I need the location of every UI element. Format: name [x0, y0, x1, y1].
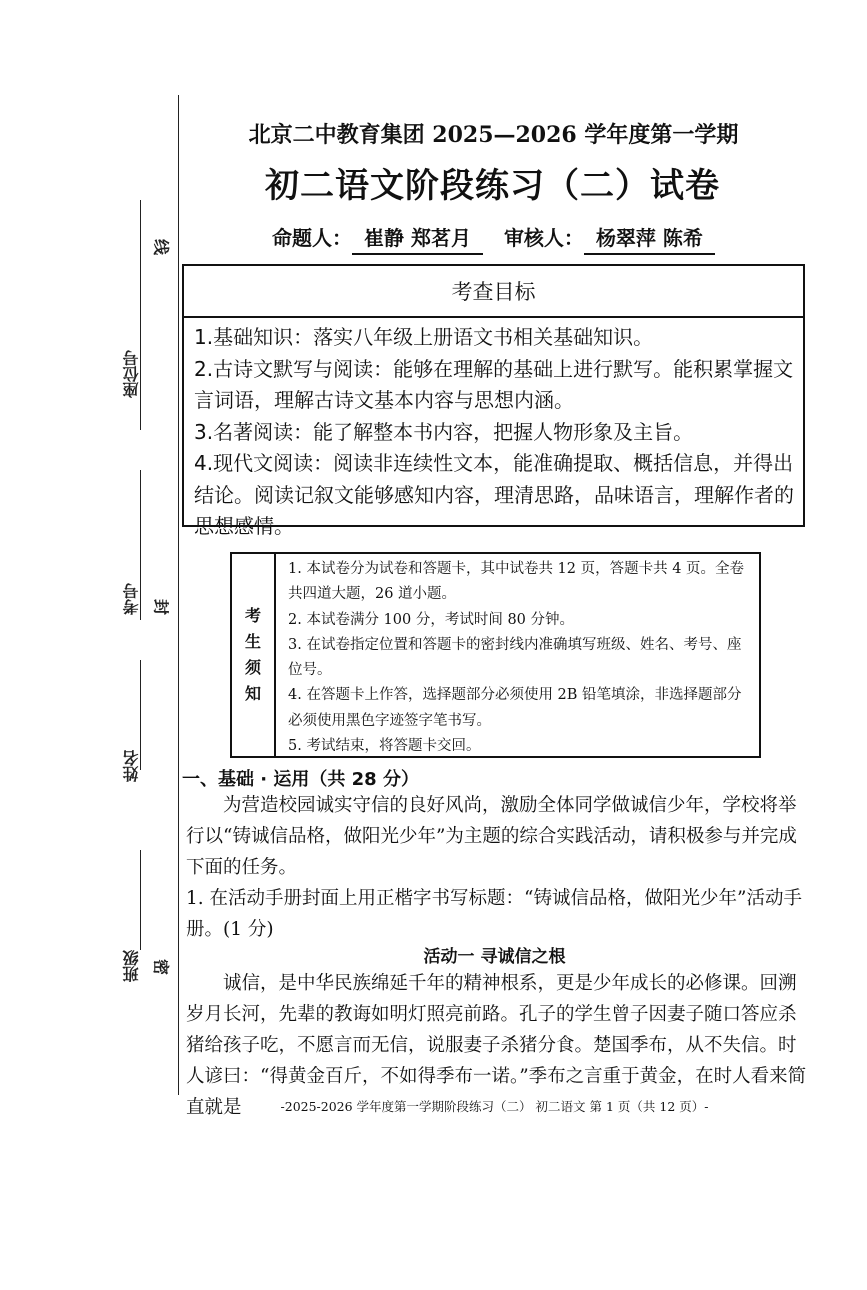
goal-item: 4.现代文阅读：阅读非连续性文本，能准确提取、概括信息，并得出结论。阅读记叙文能够感知内容，理清思路，品味语言，理解作者的思想感情。: [194, 451, 794, 538]
notice-item: 3. 在试卷指定位置和答题卡的密封线内准确填写班级、姓名、考号、座位号。: [288, 636, 742, 679]
passage-text: 诚信，是中华民族绵延千年的精神根系，更是少年成长的必修课。回溯岁月长河，先辈的教诲如明灯照亮前路。孔子的学生曾子因妻子随口答应杀猪给孩子吃，不愿言而无信，说服妻子杀猪分食。楚国季布，从不失信。时人谚曰：“得黄金百斤，不如得季布一诺。”季布之言重于黄金，在时人看来简直就是: [186, 973, 807, 1118]
activity-1-title: 活动一 寻诚信之根: [423, 947, 566, 967]
notice-list: [276, 554, 759, 756]
notice-label: [232, 554, 276, 756]
question-1-text: 1. 在活动手册封面上用正楷字书写标题：“铸诚信品格，做阳光少年”活动手册。(1 分): [186, 888, 802, 940]
goals-list: [184, 318, 803, 543]
candidate-notice-box: [230, 552, 761, 758]
page-title: 初二语文阶段练习（二）试卷: [265, 166, 720, 206]
goal-item: 1.基础知识：落实八年级上册语文书相关基础知识。: [194, 325, 654, 349]
page-footer: -2025-2026 学年度第一学期阶段练习（二） 初二语文 第 1 页（共 12 页）-: [280, 1099, 709, 1114]
goal-item: 2.古诗文默写与阅读：能够在理解的基础上进行默写。能积累掌握文言词语，理解古诗文基本内容与思想内涵。: [194, 356, 794, 412]
class-underline: [140, 850, 141, 950]
notice-label-char: 生: [244, 632, 261, 651]
intro-paragraph: 为营造校园诚实守信的良好风尚，激励全体同学做诚信少年，学校将举行以“铸诚信品格，做阳光少年”为主题的综合实践活动，请积极参与并完成下面的任务。: [186, 795, 797, 878]
notice-item: 1. 本试卷分为试卷和答题卡，其中试卷共 12 页，答题卡共 4 页。全卷共四道大题，26 道小题。: [288, 561, 745, 603]
setter-names: 崔静 郑茗月: [352, 222, 483, 255]
notice-label-char: 须: [244, 658, 261, 677]
notice-item: 4. 在答题卡上作答，选择题部分必须使用 2B 铅笔填涂，非选择题部分必须使用黑色字迹签字笔书写。: [288, 687, 742, 729]
notice-label-char: 知: [244, 684, 261, 703]
exam-no-label: 考号: [122, 583, 141, 615]
section-title: 一、基础 · 运用（共 28 分）: [182, 769, 419, 790]
reviewer-label: 审核人：: [503, 226, 584, 250]
school-term-line: 北京二中教育集团 2025—2026 学年度第一学期: [248, 122, 739, 148]
seal-secret-mark: 密: [153, 956, 170, 976]
seal-seal-mark: 封: [153, 596, 170, 616]
reviewer-names: 杨翠萍 陈希: [584, 222, 715, 255]
seal-line-mark: 线: [153, 236, 170, 256]
exam-goals-box: [182, 264, 805, 538]
notice-label-char: 考: [244, 606, 261, 625]
class-label: 班级: [122, 950, 141, 982]
question-1: [186, 883, 806, 945]
section-intro: [186, 790, 806, 883]
goal-item: 3.名著阅读：能了解整本书内容，把握人物形象及主旨。: [194, 419, 694, 444]
seat-no-label: 座位号: [122, 350, 141, 398]
name-label: 姓名: [122, 750, 141, 782]
authors-line: [272, 222, 729, 255]
setter-label: 命题人：: [272, 226, 352, 250]
notice-item: 5. 考试结束，将答题卡交回。: [288, 738, 481, 755]
notice-item: 2. 本试卷满分 100 分，考试时间 80 分钟。: [288, 611, 575, 628]
goals-heading: 考查目标: [184, 266, 803, 318]
